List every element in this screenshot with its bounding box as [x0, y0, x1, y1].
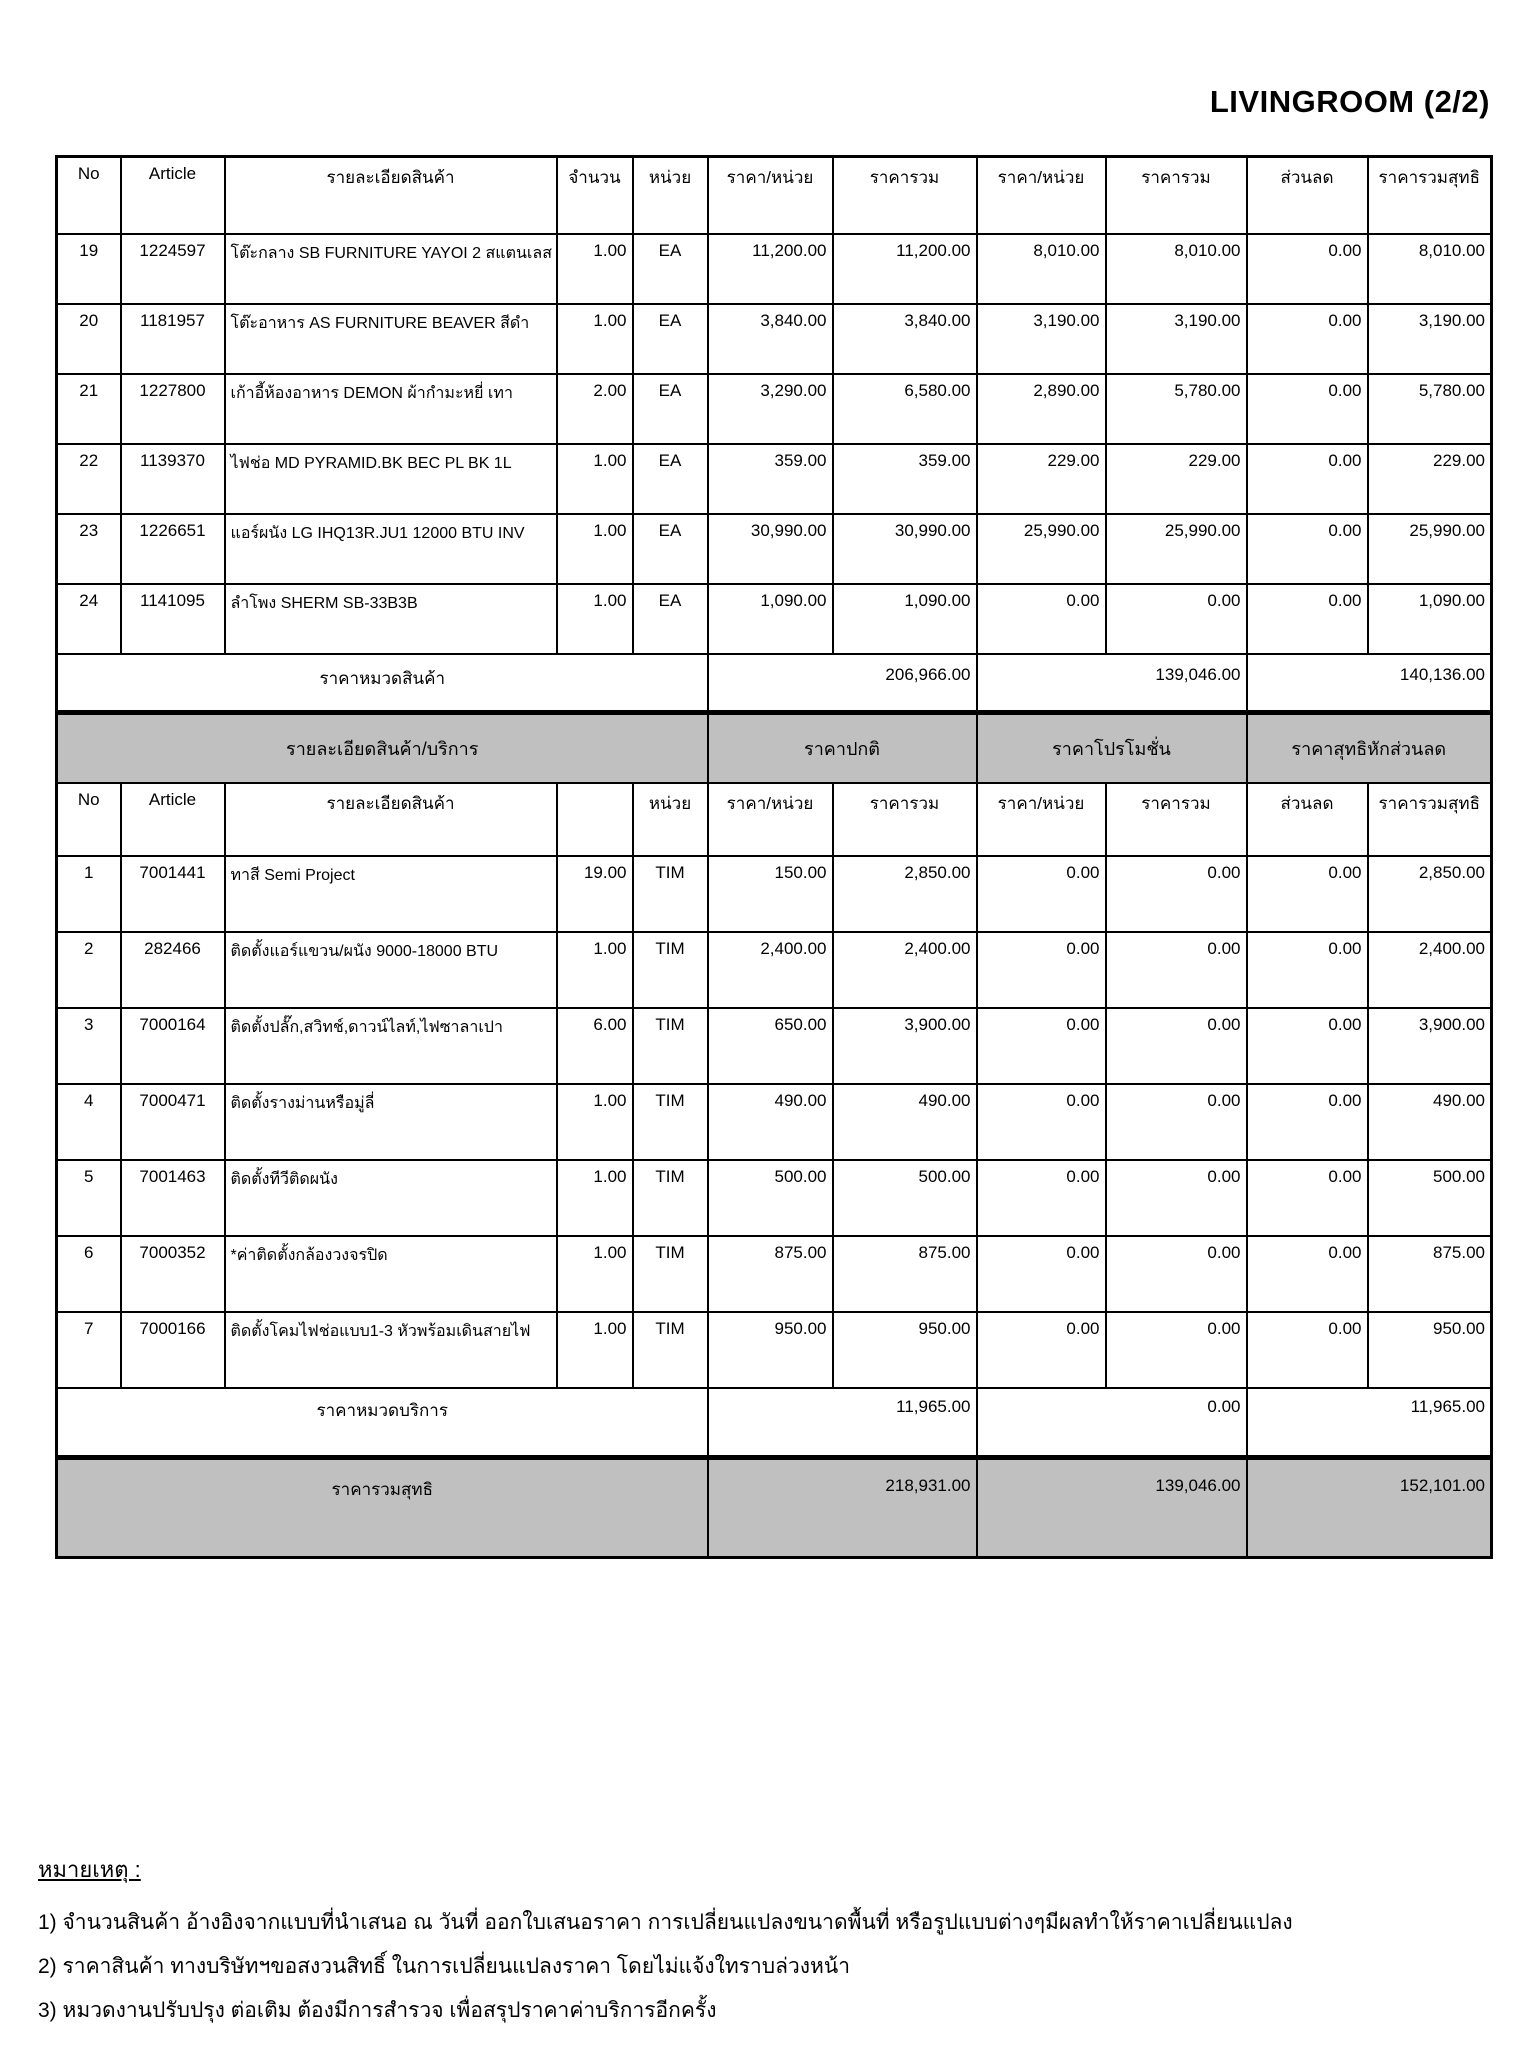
table-row [57, 713, 1492, 783]
cell-no: 24 [57, 584, 121, 654]
column-header: ราคารวม [1106, 783, 1247, 856]
column-header: จำนวน [557, 157, 633, 234]
cell-description: โต๊ะกลาง SB FURNITURE YAYOI 2 สแตนเลส [225, 234, 557, 304]
table-body [57, 157, 1492, 1558]
cell-promo-total: 0.00 [1106, 1008, 1247, 1084]
cell-promo-unit-price: 0.00 [977, 1312, 1106, 1388]
cell-unit-price: 11,200.00 [708, 234, 833, 304]
column-header: ส่วนลด [1247, 783, 1368, 856]
cell-unit-price: 30,990.00 [708, 514, 833, 584]
cell-qty: 1.00 [557, 1236, 633, 1312]
quotation-table [55, 155, 1493, 1559]
cell-unit: TIM [633, 932, 708, 1008]
cell-unit: TIM [633, 856, 708, 932]
page-title: LIVINGROOM (2/2) [1209, 84, 1490, 119]
column-header: ราคารวมสุทธิ [1368, 783, 1492, 856]
table-row [57, 1008, 1492, 1084]
cell-discount: 0.00 [1247, 304, 1368, 374]
cell-no: 4 [57, 1084, 121, 1160]
cell-description: ติดตั้งแอร์แขวน/ผนัง 9000-18000 BTU [225, 932, 557, 1008]
table-row [57, 1458, 1492, 1558]
table-row [57, 654, 1492, 713]
section-band-details: รายละเอียดสินค้า/บริการ [57, 713, 708, 783]
column-header: หน่วย [633, 783, 708, 856]
cell-article: 282466 [121, 932, 225, 1008]
cell-no: 7 [57, 1312, 121, 1388]
column-header [557, 783, 633, 856]
cell-total: 2,400.00 [833, 932, 977, 1008]
cell-net-total: 875.00 [1368, 1236, 1492, 1312]
column-header: ราคา/หน่วย [708, 157, 833, 234]
cell-net-total: 500.00 [1368, 1160, 1492, 1236]
cell-promo-total: 0.00 [1106, 932, 1247, 1008]
cell-unit: EA [633, 514, 708, 584]
cell-promo-total: 0.00 [1106, 1312, 1247, 1388]
cell-article: 7001441 [121, 856, 225, 932]
cell-promo-unit-price: 0.00 [977, 1084, 1106, 1160]
cell-total: 2,850.00 [833, 856, 977, 932]
cell-total: 3,900.00 [833, 1008, 977, 1084]
notes-heading: หมายเหตุ : [38, 1857, 141, 1882]
cell-description: *ค่าติดตั้งกล้องวงจรปิด [225, 1236, 557, 1312]
cell-unit-price: 950.00 [708, 1312, 833, 1388]
cell-unit: EA [633, 304, 708, 374]
cell-total: 359.00 [833, 444, 977, 514]
cell-description: ติดตั้งโคมไฟช่อแบบ1-3 หัวพร้อมเดินสายไฟ [225, 1312, 557, 1388]
cell-unit-price: 500.00 [708, 1160, 833, 1236]
cell-total: 1,090.00 [833, 584, 977, 654]
table-row [57, 584, 1492, 654]
cell-qty: 1.00 [557, 234, 633, 304]
cell-qty: 19.00 [557, 856, 633, 932]
cell-promo-total: 8,010.00 [1106, 234, 1247, 304]
cell-no: 2 [57, 932, 121, 1008]
cell-qty: 2.00 [557, 374, 633, 444]
cell-unit: EA [633, 234, 708, 304]
cell-article: 7000352 [121, 1236, 225, 1312]
column-header: ราคารวม [833, 783, 977, 856]
summary-net-total: 140,136.00 [1247, 654, 1492, 713]
cell-description: โต๊ะอาหาร AS FURNITURE BEAVER สีดำ [225, 304, 557, 374]
column-header: Article [121, 783, 225, 856]
cell-unit: EA [633, 584, 708, 654]
cell-unit: EA [633, 444, 708, 514]
table-row [57, 783, 1492, 856]
column-header: รายละเอียดสินค้า [225, 783, 557, 856]
cell-promo-total: 0.00 [1106, 1160, 1247, 1236]
cell-unit: TIM [633, 1312, 708, 1388]
cell-unit-price: 359.00 [708, 444, 833, 514]
cell-discount: 0.00 [1247, 856, 1368, 932]
cell-promo-unit-price: 0.00 [977, 932, 1106, 1008]
cell-no: 22 [57, 444, 121, 514]
cell-unit-price: 650.00 [708, 1008, 833, 1084]
cell-qty: 1.00 [557, 304, 633, 374]
cell-total: 3,840.00 [833, 304, 977, 374]
summary-normal-total: 218,931.00 [708, 1458, 977, 1558]
cell-promo-total: 0.00 [1106, 856, 1247, 932]
cell-description: ติดตั้งรางม่านหรือมู่ลี่ [225, 1084, 557, 1160]
cell-promo-unit-price: 2,890.00 [977, 374, 1106, 444]
table-row [57, 444, 1492, 514]
cell-article: 1181957 [121, 304, 225, 374]
cell-unit-price: 3,290.00 [708, 374, 833, 444]
cell-total: 490.00 [833, 1084, 977, 1160]
cell-net-total: 5,780.00 [1368, 374, 1492, 444]
cell-promo-total: 0.00 [1106, 1236, 1247, 1312]
cell-discount: 0.00 [1247, 1160, 1368, 1236]
notes-section [38, 1852, 1496, 2033]
table-row [57, 1236, 1492, 1312]
cell-promo-unit-price: 25,990.00 [977, 514, 1106, 584]
cell-qty: 6.00 [557, 1008, 633, 1084]
cell-discount: 0.00 [1247, 932, 1368, 1008]
cell-description: ไฟช่อ MD PYRAMID.BK BEC PL BK 1L [225, 444, 557, 514]
cell-article: 7000471 [121, 1084, 225, 1160]
cell-promo-unit-price: 0.00 [977, 856, 1106, 932]
table-row [57, 1160, 1492, 1236]
cell-unit: EA [633, 374, 708, 444]
cell-qty: 1.00 [557, 444, 633, 514]
cell-total: 6,580.00 [833, 374, 977, 444]
cell-net-total: 229.00 [1368, 444, 1492, 514]
cell-total: 500.00 [833, 1160, 977, 1236]
note-line-3: 3) หมวดงานปรับปรุง ต่อเติม ต้องมีการสำรวจ เพื่อสรุปราคาค่าบริการอีกครั้ง [38, 1999, 717, 2022]
cell-discount: 0.00 [1247, 1084, 1368, 1160]
cell-discount: 0.00 [1247, 374, 1368, 444]
cell-discount: 0.00 [1247, 584, 1368, 654]
summary-net-total: 152,101.00 [1247, 1458, 1492, 1558]
cell-unit: TIM [633, 1084, 708, 1160]
cell-discount: 0.00 [1247, 514, 1368, 584]
cell-qty: 1.00 [557, 932, 633, 1008]
cell-unit: TIM [633, 1236, 708, 1312]
cell-description: ติดตั้งปลั๊ก,สวิทช์,ดาวน์ไลท์,ไฟซาลาเปา [225, 1008, 557, 1084]
table-row [57, 157, 1492, 234]
column-header: ราคารวม [833, 157, 977, 234]
grand-total-label: ราคารวมสุทธิ [57, 1458, 708, 1558]
cell-no: 6 [57, 1236, 121, 1312]
cell-qty: 1.00 [557, 1312, 633, 1388]
column-header: ราคา/หน่วย [977, 783, 1106, 856]
cell-total: 950.00 [833, 1312, 977, 1388]
table-row [57, 1312, 1492, 1388]
cell-net-total: 8,010.00 [1368, 234, 1492, 304]
cell-promo-unit-price: 0.00 [977, 1160, 1106, 1236]
cell-article: 7000166 [121, 1312, 225, 1388]
cell-description: แอร์ผนัง LG IHQ13R.JU1 12000 BTU INV [225, 514, 557, 584]
cell-unit: TIM [633, 1160, 708, 1236]
cell-promo-unit-price: 8,010.00 [977, 234, 1106, 304]
cell-total: 875.00 [833, 1236, 977, 1312]
column-header: No [57, 157, 121, 234]
summary-promo-total: 139,046.00 [977, 1458, 1247, 1558]
table-row [57, 932, 1492, 1008]
cell-no: 21 [57, 374, 121, 444]
cell-unit-price: 150.00 [708, 856, 833, 932]
cell-article: 7001463 [121, 1160, 225, 1236]
cell-qty: 1.00 [557, 1084, 633, 1160]
cell-discount: 0.00 [1247, 1008, 1368, 1084]
cell-promo-unit-price: 0.00 [977, 584, 1106, 654]
cell-unit: TIM [633, 1008, 708, 1084]
summary-normal-total: 206,966.00 [708, 654, 977, 713]
cell-net-total: 950.00 [1368, 1312, 1492, 1388]
table-row [57, 514, 1492, 584]
column-header: Article [121, 157, 225, 234]
cell-promo-total: 0.00 [1106, 1084, 1247, 1160]
section-band-net: ราคาสุทธิหักส่วนลด [1247, 713, 1492, 783]
cell-no: 1 [57, 856, 121, 932]
cell-qty: 1.00 [557, 514, 633, 584]
summary-net-total: 11,965.00 [1247, 1388, 1492, 1458]
cell-no: 23 [57, 514, 121, 584]
cell-no: 5 [57, 1160, 121, 1236]
summary-promo-total: 0.00 [977, 1388, 1247, 1458]
column-header: ส่วนลด [1247, 157, 1368, 234]
table-row [57, 304, 1492, 374]
products-subtotal-label: ราคาหมวดสินค้า [57, 654, 708, 713]
table-row [57, 856, 1492, 932]
cell-discount: 0.00 [1247, 1236, 1368, 1312]
section-band-promo: ราคาโปรโมชั่น [977, 713, 1247, 783]
cell-unit-price: 1,090.00 [708, 584, 833, 654]
column-header: ราคา/หน่วย [708, 783, 833, 856]
cell-no: 20 [57, 304, 121, 374]
cell-promo-total: 0.00 [1106, 584, 1247, 654]
column-header: ราคา/หน่วย [977, 157, 1106, 234]
services-subtotal-label: ราคาหมวดบริการ [57, 1388, 708, 1458]
summary-promo-total: 139,046.00 [977, 654, 1247, 713]
table-row [57, 374, 1492, 444]
cell-promo-unit-price: 0.00 [977, 1008, 1106, 1084]
cell-promo-unit-price: 3,190.00 [977, 304, 1106, 374]
cell-qty: 1.00 [557, 1160, 633, 1236]
column-header: ราคารวม [1106, 157, 1247, 234]
cell-discount: 0.00 [1247, 444, 1368, 514]
note-line-1: 1) จำนวนสินค้า อ้างอิงจากแบบที่นำเสนอ ณ วันที่ ออกใบเสนอราคา การเปลี่ยนแปลงขนาดพื้นที่ หรือรูปแบบต่างๆมีผลทำให้ราคาเปลี่ยนแปลง [38, 1911, 1293, 1934]
cell-net-total: 2,400.00 [1368, 932, 1492, 1008]
cell-description: ติดตั้งทีวีติดผนัง [225, 1160, 557, 1236]
cell-net-total: 3,900.00 [1368, 1008, 1492, 1084]
cell-unit-price: 875.00 [708, 1236, 833, 1312]
cell-net-total: 490.00 [1368, 1084, 1492, 1160]
table-row [57, 1388, 1492, 1458]
note-line-2: 2) ราคาสินค้า ทางบริษัทฯขอสงวนสิทธิ์ ในการเปลี่ยนแปลงราคา โดยไม่แจ้งใทราบล่วงหน้า [38, 1955, 851, 1978]
cell-unit-price: 2,400.00 [708, 932, 833, 1008]
cell-description: เก้าอี้ห้องอาหาร DEMON ผ้ากำมะหยี่ เทา [225, 374, 557, 444]
cell-promo-unit-price: 0.00 [977, 1236, 1106, 1312]
cell-total: 11,200.00 [833, 234, 977, 304]
table-row [57, 1084, 1492, 1160]
cell-promo-total: 25,990.00 [1106, 514, 1247, 584]
column-header: No [57, 783, 121, 856]
table-row [57, 234, 1492, 304]
cell-promo-total: 229.00 [1106, 444, 1247, 514]
cell-promo-unit-price: 229.00 [977, 444, 1106, 514]
cell-description: ทาสี Semi Project [225, 856, 557, 932]
column-header: หน่วย [633, 157, 708, 234]
cell-article: 1141095 [121, 584, 225, 654]
cell-article: 1226651 [121, 514, 225, 584]
cell-net-total: 1,090.00 [1368, 584, 1492, 654]
cell-net-total: 2,850.00 [1368, 856, 1492, 932]
cell-qty: 1.00 [557, 584, 633, 654]
cell-total: 30,990.00 [833, 514, 977, 584]
section-band-normal: ราคาปกติ [708, 713, 977, 783]
cell-unit-price: 3,840.00 [708, 304, 833, 374]
cell-promo-total: 3,190.00 [1106, 304, 1247, 374]
cell-promo-total: 5,780.00 [1106, 374, 1247, 444]
column-header: ราคารวมสุทธิ [1368, 157, 1492, 234]
cell-net-total: 25,990.00 [1368, 514, 1492, 584]
cell-discount: 0.00 [1247, 1312, 1368, 1388]
cell-unit-price: 490.00 [708, 1084, 833, 1160]
cell-description: ลำโพง SHERM SB-33B3B [225, 584, 557, 654]
cell-article: 1224597 [121, 234, 225, 304]
cell-article: 7000164 [121, 1008, 225, 1084]
column-header: รายละเอียดสินค้า [225, 157, 557, 234]
cell-no: 3 [57, 1008, 121, 1084]
cell-article: 1227800 [121, 374, 225, 444]
summary-normal-total: 11,965.00 [708, 1388, 977, 1458]
cell-article: 1139370 [121, 444, 225, 514]
cell-no: 19 [57, 234, 121, 304]
cell-discount: 0.00 [1247, 234, 1368, 304]
cell-net-total: 3,190.00 [1368, 304, 1492, 374]
